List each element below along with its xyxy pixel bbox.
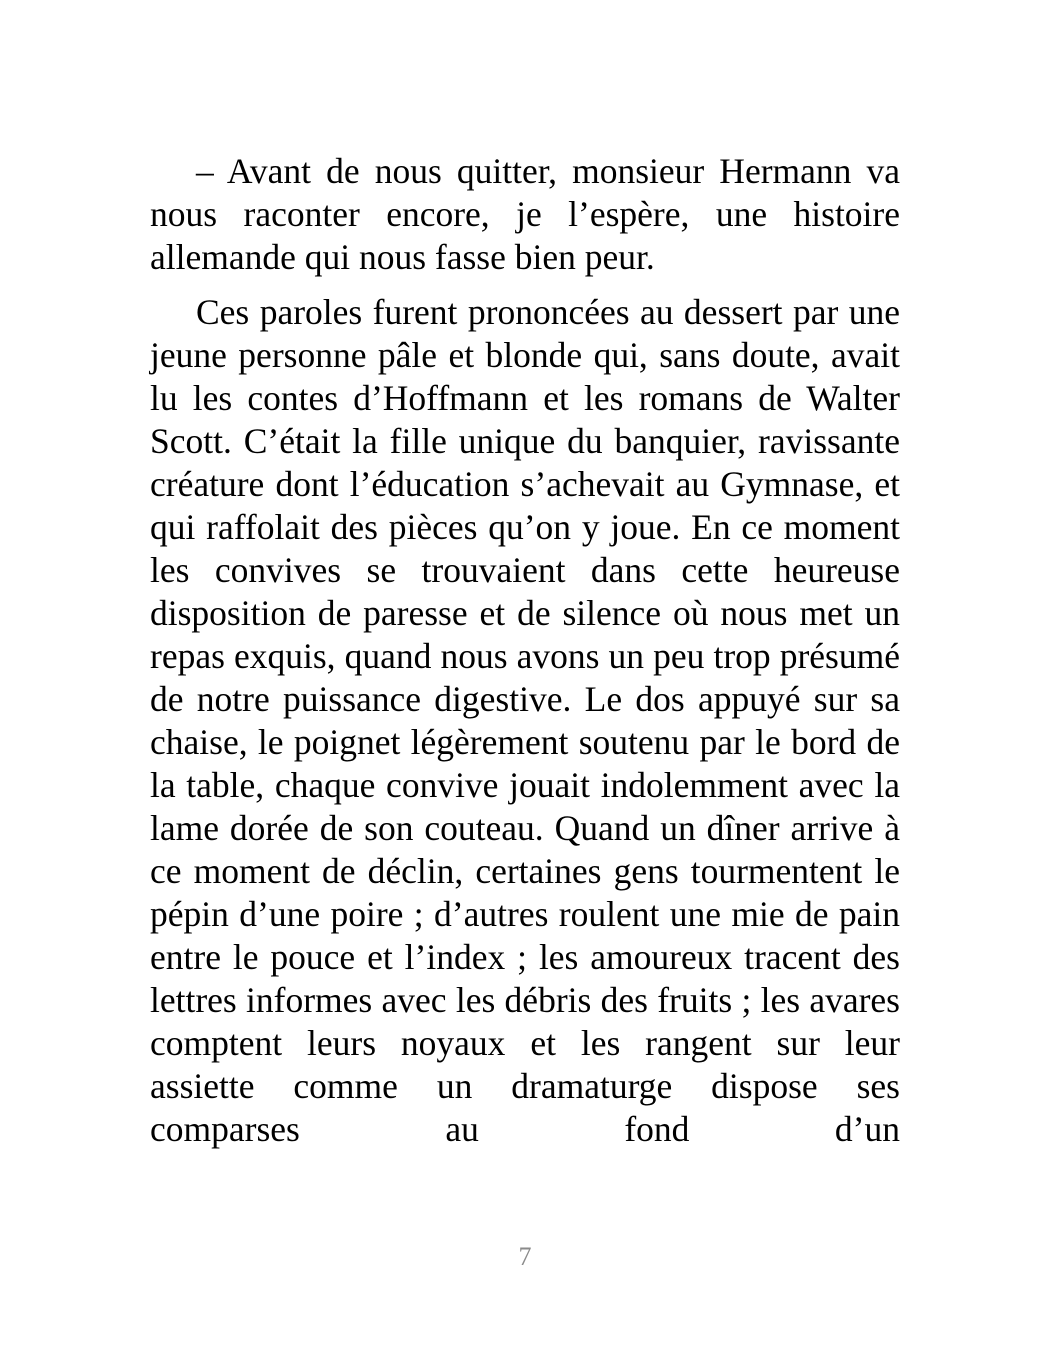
paragraph-narration: Ces paroles furent prononcées au dessert par une jeune personne pâle et blonde qui, sans doute, avait lu les contes d’Hoffmann et les romans de Walter Scott. C’était la fille unique du banquier, ravissante créature dont l’éducation s’achevait au Gymnase, et qui raffolait des pièces qu’on y joue. En ce moment les convives se trouvaient dans cette heureuse disposition de paresse et de silence où nous met un repas exquis, quand nous avons un peu trop présumé de notre puissance digestive. Le dos appuyé sur sa chaise, le poignet légèrement soutenu par le bord de la table, chaque convive jouait indolemment avec la lame dorée de son couteau. Quand un dîner arrive à ce moment de déclin, certaines gens tourmentent le pépin d’une poire ; d’autres roulent une mie de pain entre le pouce et l’index ; les amoureux tracent des lettres informes avec les débris des fruits ; les avares comptent leurs noyaux et les rangent sur leur assiette comme un dramaturge dispose ses comparses au fond d’un <box>150 292 900 1149</box>
paragraph-dialogue: – Avant de nous quitter, monsieur Hermann va nous raconter encore, je l’espère, une histoire allemande qui nous fasse bien peur. <box>150 151 900 277</box>
page-number: 7 <box>518 1242 532 1271</box>
body-text <box>150 150 900 1163</box>
